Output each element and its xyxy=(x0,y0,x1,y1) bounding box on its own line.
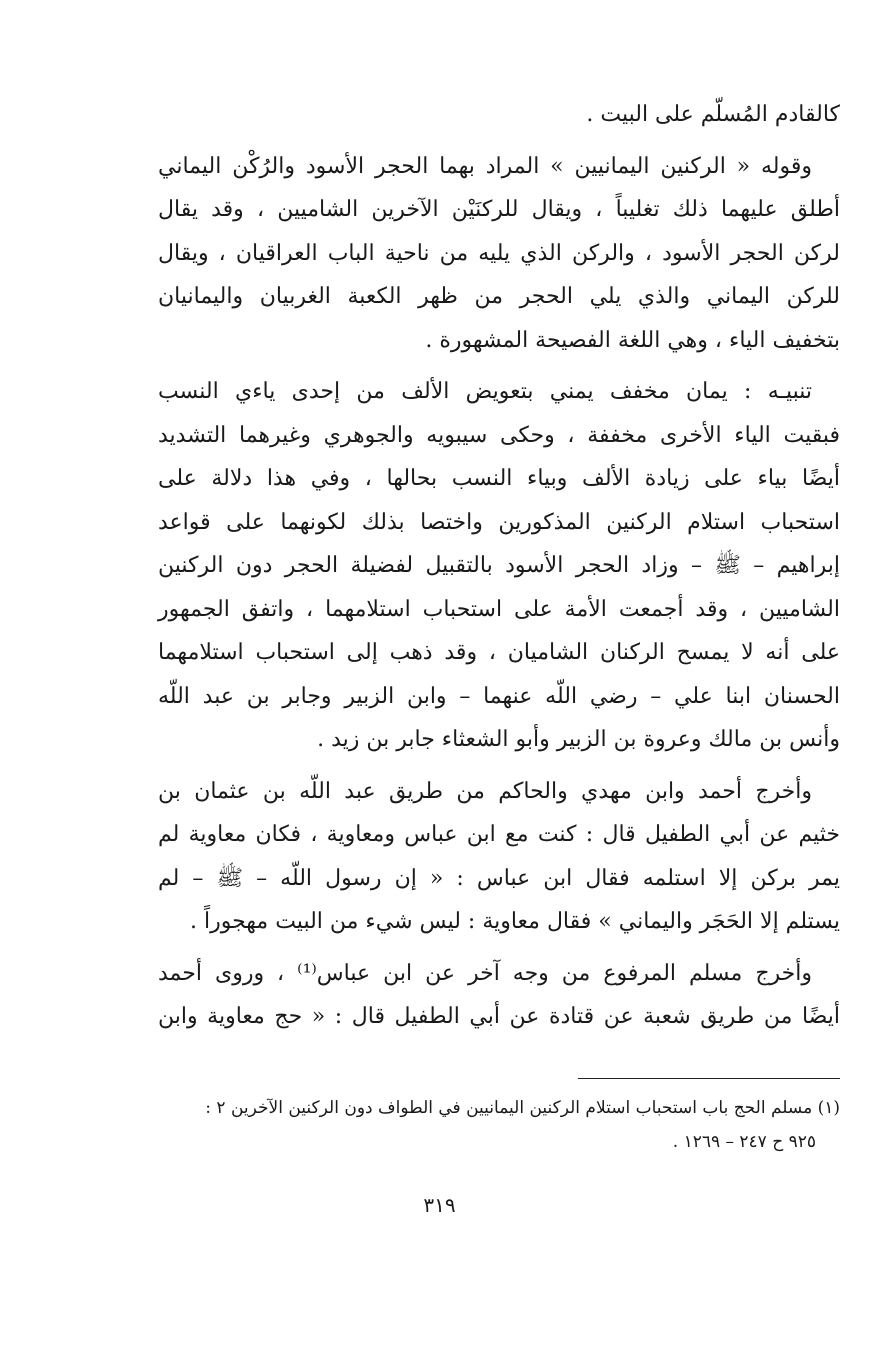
text-line: الحسنان ابنا علي – رضي اللّه عنهما – وابن الزبير وجابر بن عبد اللّه xyxy=(158,683,840,709)
paragraph-3-note xyxy=(158,370,840,762)
text-line: بتخفيف الياء ، وهي اللغة الفصيحة المشهورة . xyxy=(425,327,840,353)
text-line: وأخرج أحمد وابن مهدي والحاكم من طريق عبد اللّه بن عثمان بن xyxy=(158,778,812,804)
footnote-line: (١) مسلم الحج باب استحباب استلام الركنين اليمانيين في الطواف دون الركنين الآخرين ٢ : xyxy=(205,1098,840,1118)
text-line: كالقادم المُسلّم على البيت . xyxy=(586,102,840,127)
main-text-block xyxy=(158,93,840,1047)
text-line: فبقيت الياء الأخرى مخففة ، وحكى سيبويه والجوهري وغيرهما التشديد xyxy=(158,422,840,448)
text-line: أيضًا بياء على زيادة الألف وبياء النسب بحالها ، وفي هذا دلالة على xyxy=(158,466,840,491)
footnote xyxy=(158,1091,840,1159)
text-line: لركن الحجر الأسود ، والركن الذي يليه من ناحية الباب العراقيان ، ويقال xyxy=(158,240,840,266)
text-line: خثيم عن أبي الطفيل قال : كنت مع ابن عباس ومعاوية ، فكان معاوية لم xyxy=(158,822,840,847)
text-line: تنبيـه : يمان مخفف يمني بتعويض الألف من إحدى ياءي النسب xyxy=(158,379,812,404)
text-line: الشاميين ، وقد أجمعت الأمة على استحباب استلامهما ، واتفق الجمهور xyxy=(158,596,840,622)
footnote-separator xyxy=(578,1078,840,1079)
paragraph-4 xyxy=(158,770,840,944)
paragraph-5 xyxy=(158,952,840,1039)
paragraph-1 xyxy=(158,93,840,137)
text-line: وقوله « الركنين اليمانيين » المراد بهما الحجر الأسود والرُكْن اليماني xyxy=(158,153,812,179)
text-line: وأنس بن مالك وعروة بن الزبير وأبو الشعثاء جابر بن زيد . xyxy=(317,727,840,752)
page-number: ٣١٩ xyxy=(423,1193,456,1217)
text-line: يمر بركن إلا استلمه فقال ابن عباس : « إن رسول اللّه – ﷺ – لم xyxy=(158,865,840,891)
text-line: يستلم إلا الحَجَر واليماني » فقال معاوية : ليس شيء من البيت مهجوراً . xyxy=(190,909,840,934)
text-line: أطلق عليهما ذلك تغليباً ، ويقال للركنَيْن الآخرين الشاميين ، وقد يقال xyxy=(158,197,840,222)
footnote-line: ٩٢٥ ح ٢٤٧ – ١٢٦٩ . xyxy=(672,1132,816,1152)
text-line: للركن اليماني والذي يلي الحجر من ظهر الكعبة الغربيان واليمانيان xyxy=(158,284,840,309)
text-line: أيضًا من طريق شعبة عن قتادة عن أبي الطفيل قال : « حج معاوية وابن xyxy=(158,1004,840,1029)
text-line: وأخرج مسلم المرفوع من وجه آخر عن ابن عباس⁽¹⁾ ، وروى أحمد xyxy=(158,960,813,986)
text-line: إبراهيم – ﷺ – وزاد الحجر الأسود بالتقبيل لفضيلة الحجر دون الركنين xyxy=(158,553,840,578)
paragraph-2 xyxy=(158,145,840,363)
text-line: استحباب استلام الركنين المذكورين واختصا بذلك لكونهما على قواعد xyxy=(158,509,840,535)
text-line: على أنه لا يمسح الركنان الشاميان ، وقد ذهب إلى استحباب استلامهما xyxy=(158,640,840,665)
